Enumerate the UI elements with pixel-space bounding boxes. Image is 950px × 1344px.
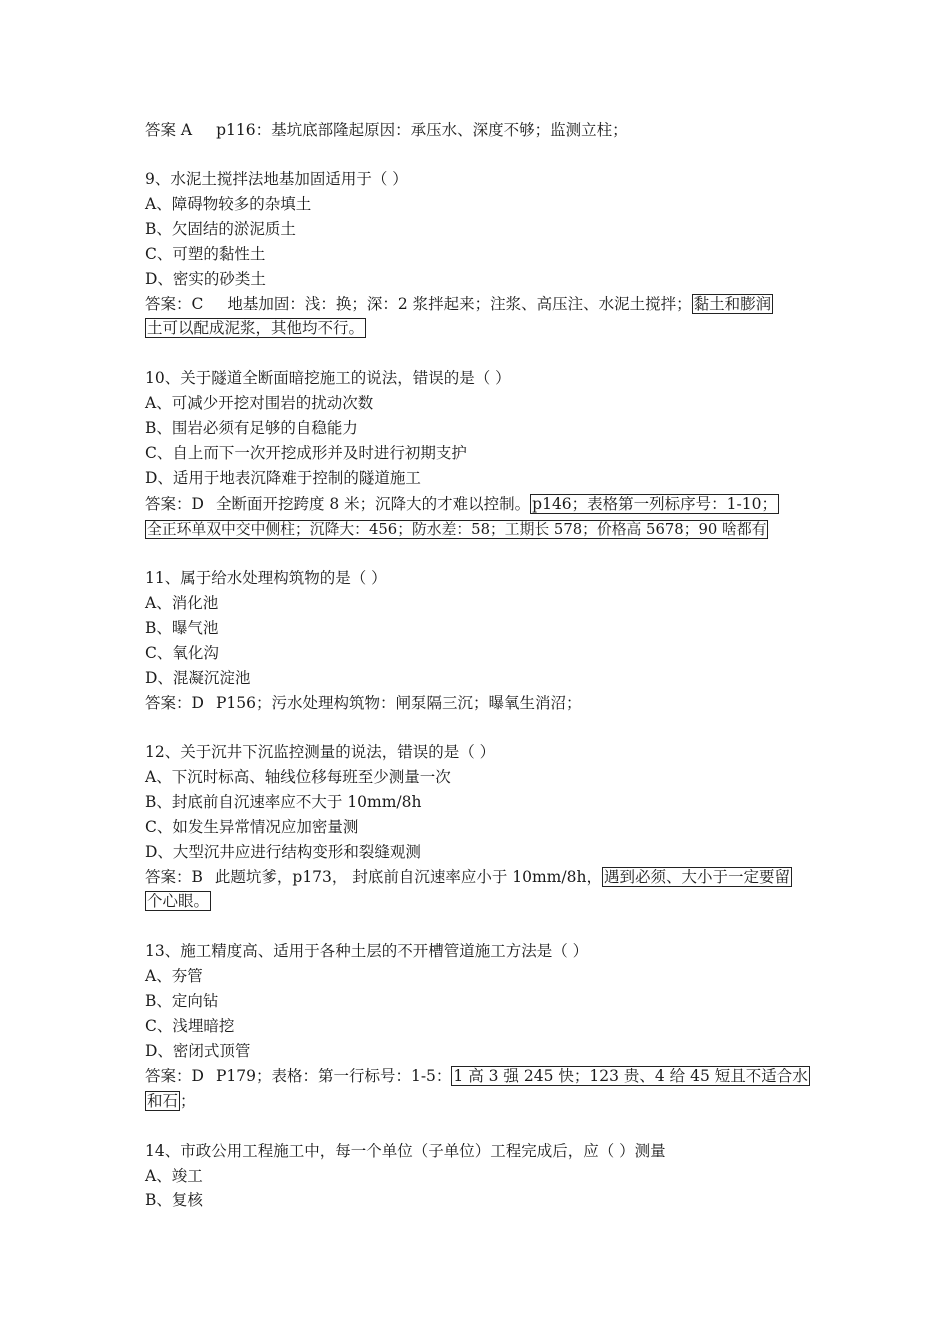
q12-answer-prefix: 答案：B bbox=[145, 868, 203, 886]
q13-option-d: D、密闭式顶管 bbox=[145, 1042, 251, 1060]
q9-stem: 9、水泥土搅拌法地基加固适用于（ ） bbox=[145, 170, 408, 188]
q10-answer-note: 全断面开挖跨度 8 米；沉降大的才难以控制。 bbox=[215, 495, 531, 513]
q12-boxed-note-1: 遇到必须、大小于一定要留 bbox=[603, 868, 790, 886]
q11-option-b: B、曝气池 bbox=[145, 619, 219, 637]
q12-answer-line-2 bbox=[145, 891, 211, 911]
q13-boxed-note-1: 1 高 3 强 245 快；123 贵、4 给 45 短且不适合水 bbox=[453, 1067, 808, 1085]
q12-boxed-note-2: 个心眼。 bbox=[147, 892, 210, 910]
q12-option-a: A、下沉时标高、轴线位移每班至少测量一次 bbox=[145, 768, 451, 786]
q12-answer-note: 此题坑爹，p173， 封底前自沉速率应小于 10mm/8h， bbox=[214, 868, 602, 886]
q13-option-c: C、浅埋暗挖 bbox=[145, 1017, 235, 1035]
q10-option-b: B、围岩必须有足够的自稳能力 bbox=[145, 419, 358, 437]
q9-option-d: D、密实的砂类土 bbox=[145, 270, 266, 288]
q12-option-d: D、大型沉井应进行结构变形和裂缝观测 bbox=[145, 843, 421, 861]
q9-answer-prefix: 答案：C bbox=[145, 295, 204, 313]
q10-option-c: C、自上而下一次开挖成形并及时进行初期支护 bbox=[145, 444, 467, 462]
q9-option-c: C、可塑的黏性土 bbox=[145, 245, 266, 263]
q10-stem: 10、关于隧道全断面暗挖施工的说法，错误的是（ ） bbox=[145, 369, 511, 387]
q11-option-a: A、消化池 bbox=[145, 594, 219, 612]
q14-option-a: A、竣工 bbox=[145, 1167, 203, 1185]
q8-answer-line bbox=[145, 120, 628, 140]
q8-answer-prefix: 答案 A bbox=[145, 121, 193, 139]
q10-boxed-note-1: p146；表格第一列标序号：1-10； bbox=[532, 495, 777, 513]
q12-option-b: B、封底前自沉速率应不大于 10mm/8h bbox=[145, 793, 422, 811]
q12-option-c: C、如发生异常情况应加密量测 bbox=[145, 818, 359, 836]
q11-option-d: D、混凝沉淀池 bbox=[145, 669, 251, 687]
q9-answer-line-2 bbox=[145, 318, 366, 338]
q11-answer-prefix: 答案：D bbox=[145, 694, 204, 712]
q14-option-b: B、复核 bbox=[145, 1191, 203, 1209]
q11-stem: 11、属于给水处理构筑物的是（ ） bbox=[145, 569, 387, 587]
q11-option-c: C、氧化沟 bbox=[145, 644, 219, 662]
q9-option-b: B、欠固结的淤泥质土 bbox=[145, 220, 296, 238]
q10-answer-line bbox=[145, 494, 779, 514]
q8-answer-note: p116：基坑底部隆起原因：承压水、深度不够；监测立柱； bbox=[216, 121, 628, 139]
q13-option-b: B、定向钻 bbox=[145, 992, 219, 1010]
q13-stem: 13、施工精度高、适用于各种土层的不开槽管道施工方法是（ ） bbox=[145, 942, 589, 960]
q13-answer-note: P179；表格：第一行标号：1-5： bbox=[215, 1067, 452, 1085]
q9-boxed-note-2: 土可以配成泥浆，其他均不行。 bbox=[147, 319, 365, 337]
q13-answer-line-2 bbox=[145, 1091, 196, 1111]
q12-stem: 12、关于沉井下沉监控测量的说法，错误的是（ ） bbox=[145, 743, 496, 761]
q10-option-a: A、可减少开挖对围岩的扰动次数 bbox=[145, 394, 374, 412]
q13-answer-line bbox=[145, 1066, 810, 1086]
q11-answer-note: P156；污水处理构筑物：闸泵隔三沉；曝氧生消沼； bbox=[215, 694, 582, 712]
q9-boxed-note-1: 黏土和膨润 bbox=[693, 295, 772, 313]
q10-answer-prefix: 答案：D bbox=[145, 495, 204, 513]
q10-boxed-note-2: 全正环单双中交中侧柱；沉降大：456；防水差：58；工期长 578；价格高 5678；90 啥都有 bbox=[147, 521, 767, 538]
q12-answer-line bbox=[145, 867, 792, 887]
q10-option-d: D、适用于地表沉降难于控制的隧道施工 bbox=[145, 469, 421, 487]
q10-answer-line-2 bbox=[145, 519, 768, 539]
q11-answer-line bbox=[145, 693, 581, 713]
q9-answer-note: 地基加固：浅：换；深：2 浆拌起来；注浆、高压注、水泥土搅拌； bbox=[227, 295, 692, 313]
q14-stem: 14、市政公用工程施工中，每一个单位（子单位）工程完成后，应（ ）测量 bbox=[145, 1142, 666, 1160]
q13-option-a: A、夯管 bbox=[145, 967, 203, 985]
q9-option-a: A、障碍物较多的杂填土 bbox=[145, 195, 312, 213]
q9-answer-line bbox=[145, 294, 773, 314]
q13-boxed-note-2: 和石 bbox=[147, 1092, 179, 1110]
q13-answer-prefix: 答案：D bbox=[145, 1067, 204, 1085]
q13-after-box: ； bbox=[180, 1092, 196, 1110]
